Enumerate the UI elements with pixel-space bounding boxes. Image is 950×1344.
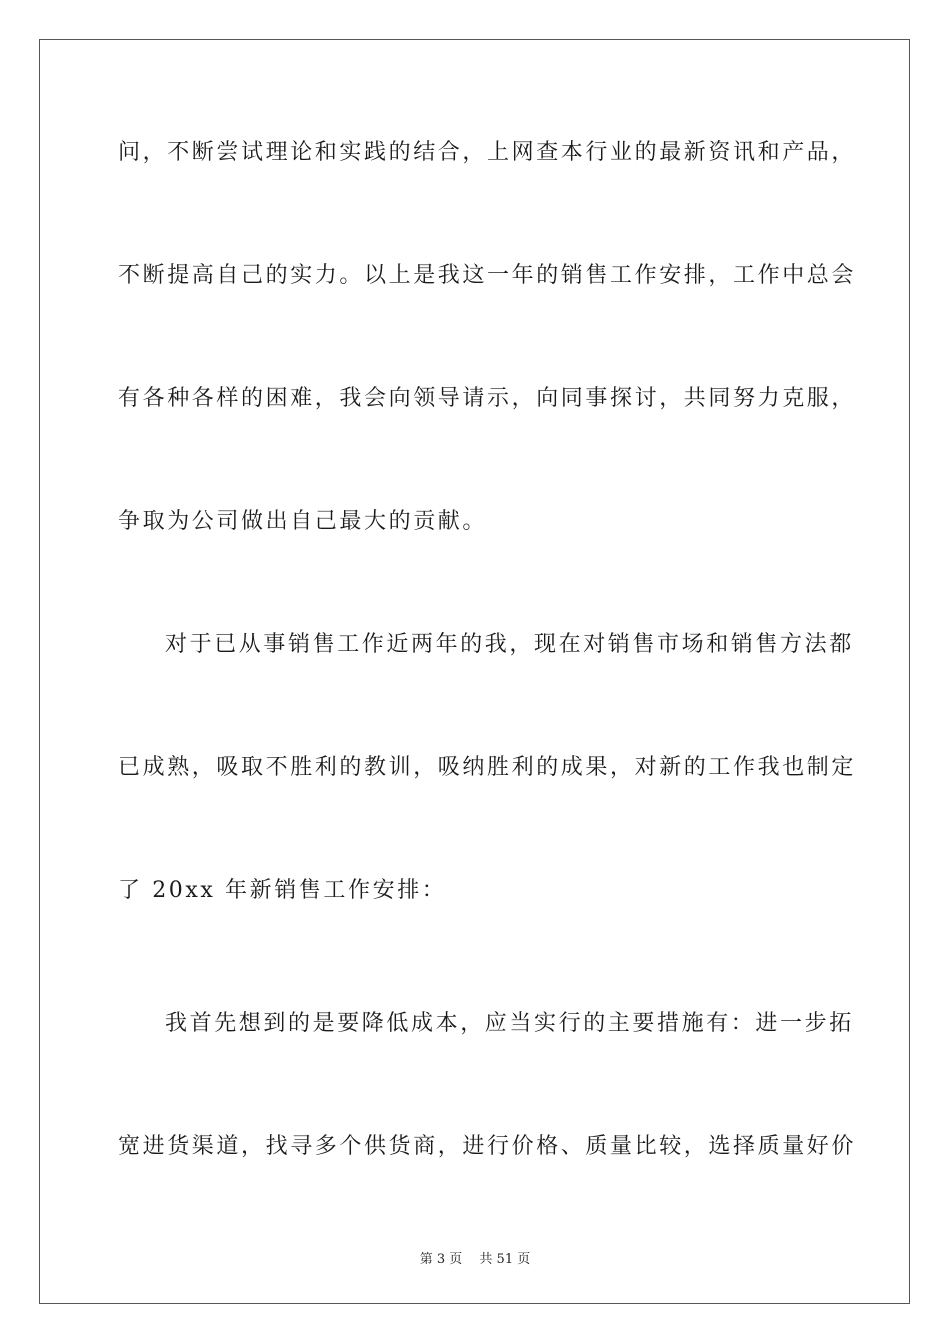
paragraph-first-line: 我首先想到的是要降低成本，应当实行的主要措施有：进一步拓 [165,1011,854,1036]
paragraph-first-line: 对于已从事销售工作近两年的我，现在对销售市场和销售方法都 [165,632,854,657]
text-line: 问，不断尝试理论和实践的结合，上网查本行业的最新资讯和产品， [118,140,857,165]
text-line: 有各种各样的困难，我会向领导请示，向同事探讨，共同努力克服， [118,386,857,411]
text-line: 已成熟，吸取不胜利的教训，吸纳胜利的成果，对新的工作我也制定 [118,755,857,780]
page-border [39,39,910,1304]
text-line: 了 20xx 年新销售工作安排： [118,878,447,903]
text-line: 不断提高自己的实力。以上是我这一年的销售工作安排，工作中总会 [118,263,857,288]
page-number-footer: 第 3 页 共 51 页 [419,1252,531,1267]
text-line: 宽进货渠道，找寻多个供货商，进行价格、质量比较，选择质量好价 [118,1134,857,1159]
text-line: 争取为公司做出自己最大的贡献。 [118,509,488,534]
